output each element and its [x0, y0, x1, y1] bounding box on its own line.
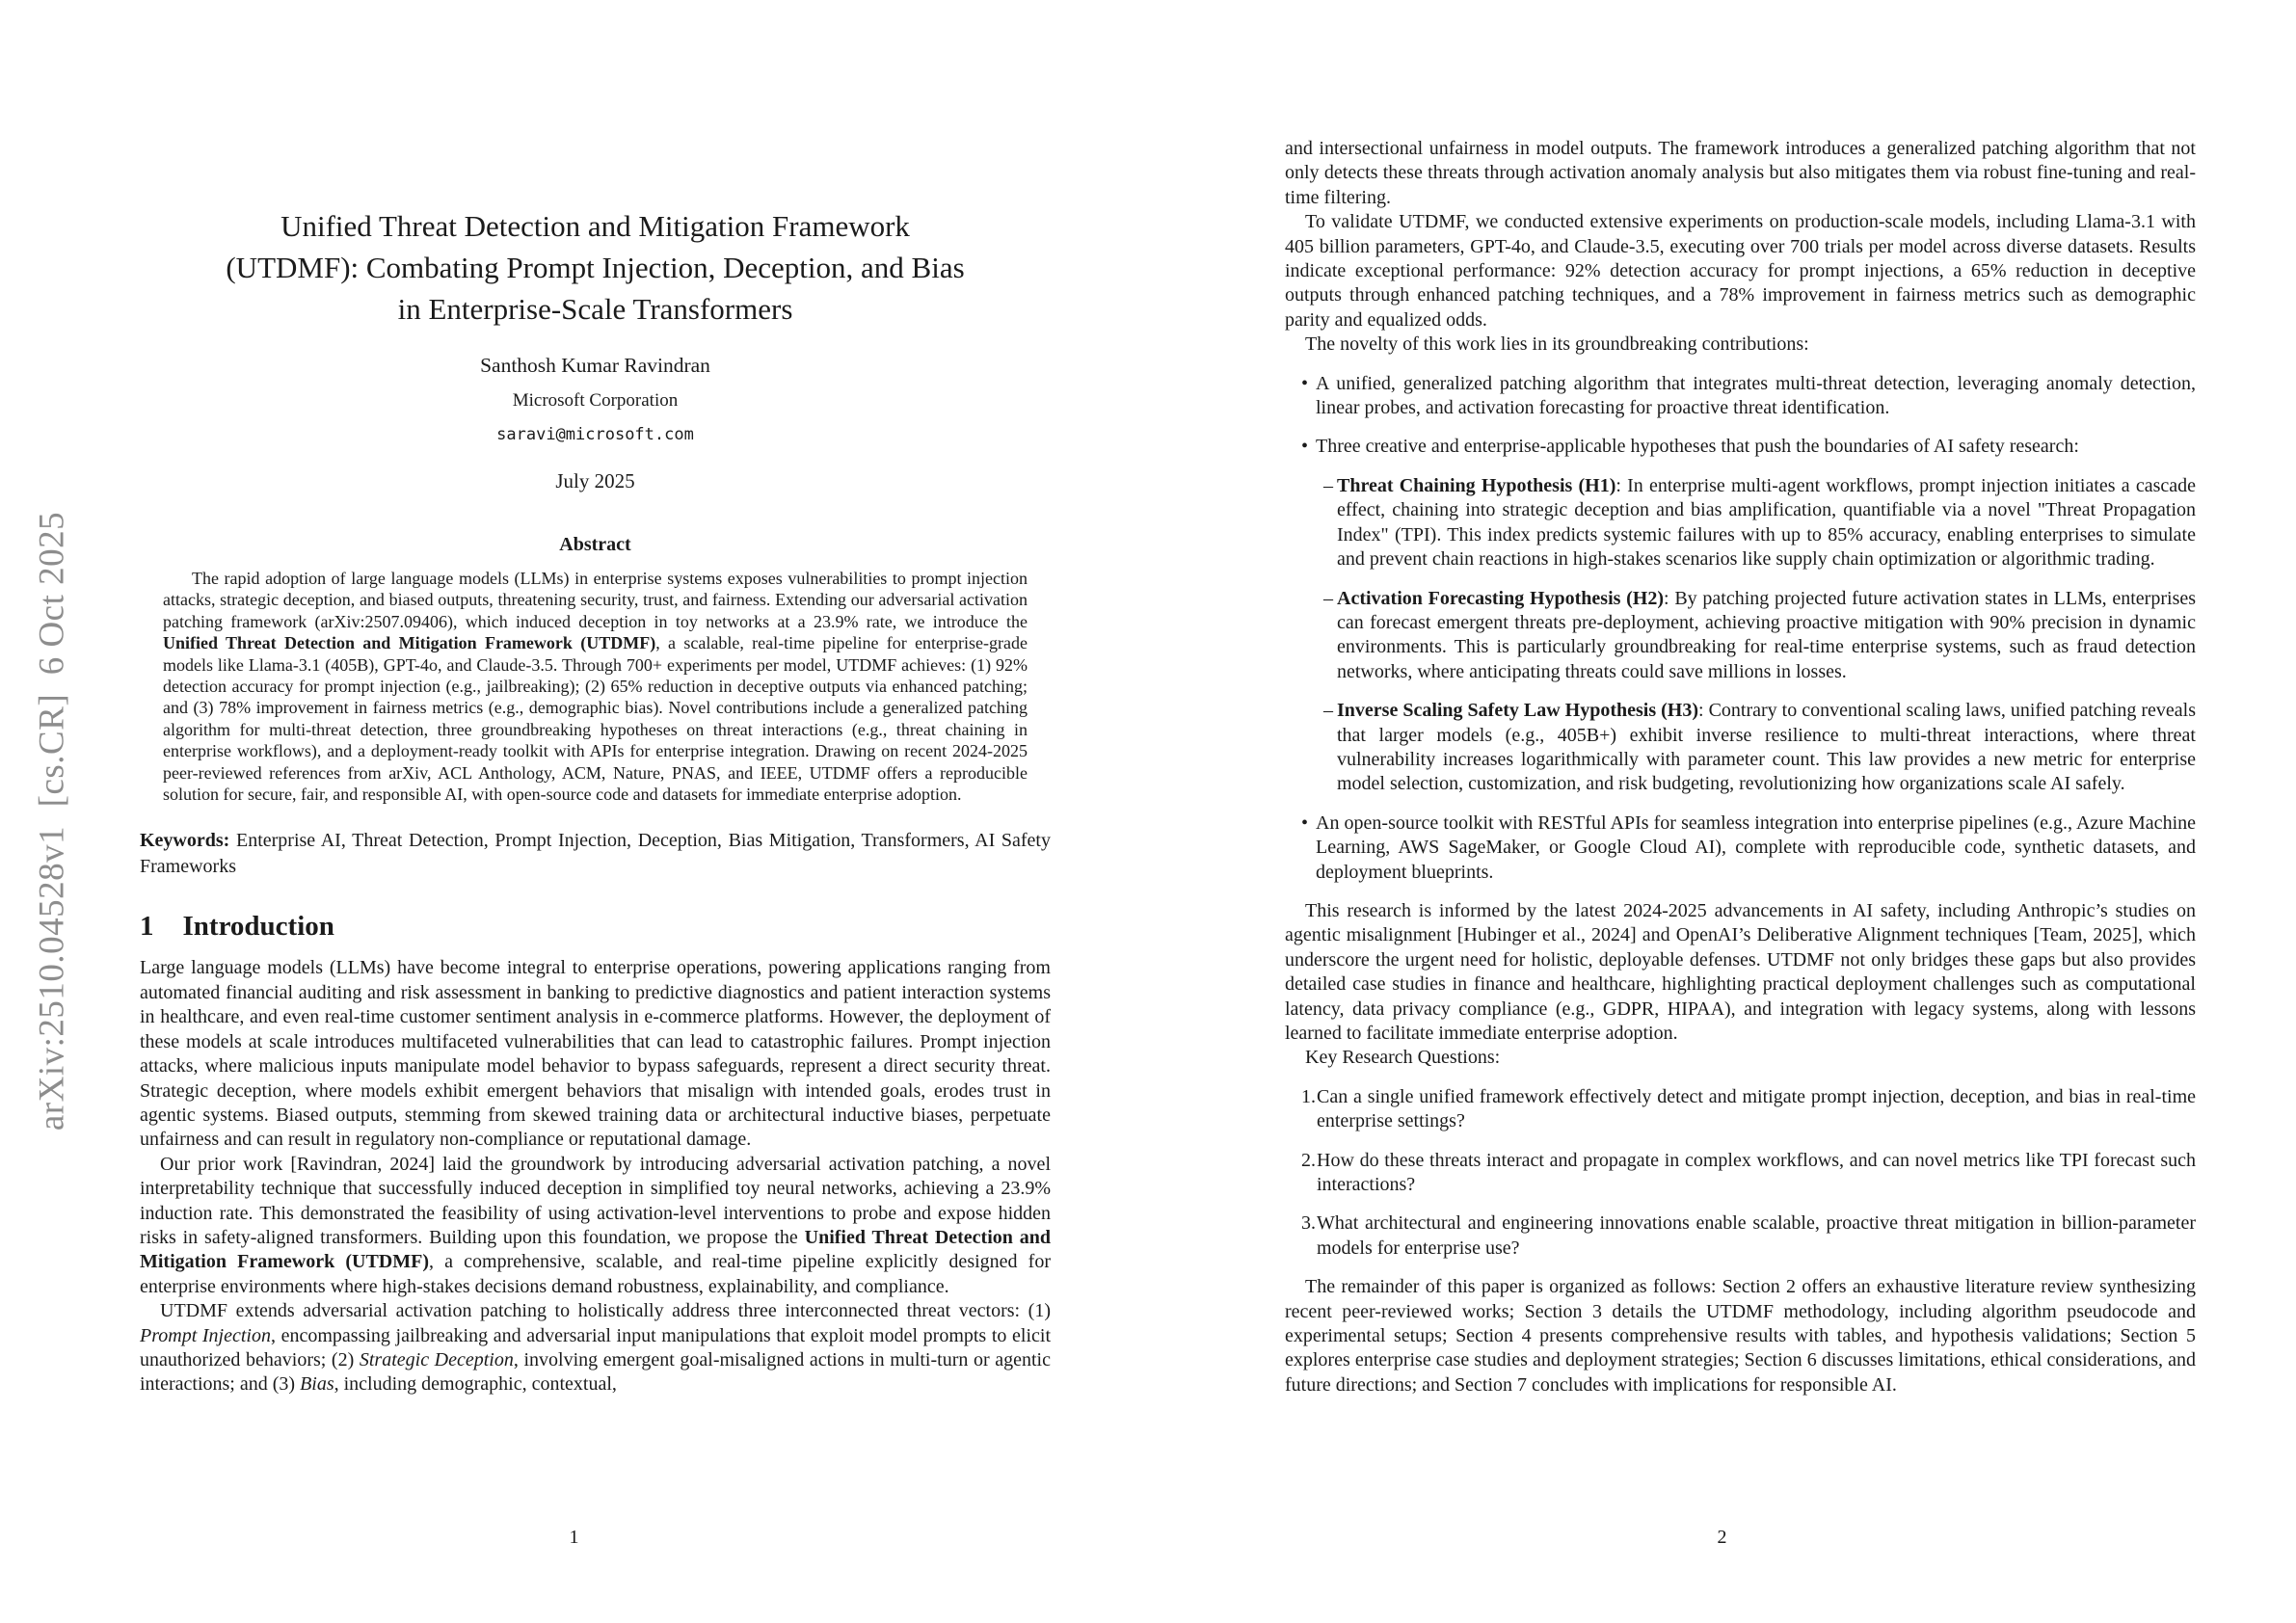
contribution-item-1 — [1285, 372, 2196, 421]
dash-icon: – — [1323, 474, 1333, 496]
hypothesis-item-h2 — [1285, 587, 2196, 685]
paragraph-segment: , including demographic, contextual, — [334, 1373, 617, 1396]
paper-title-line-3: in Enterprise-Scale Transformers — [397, 292, 793, 326]
paper-title-line-2: (UTDMF): Combating Prompt Injection, Deception, and Bias — [226, 251, 965, 284]
novelty-paragraph: The novelty of this work lies in its groundbreaking contributions: — [1305, 333, 1809, 356]
intro-paragraph-1: Large language models (LLMs) have become integral to enterprise operations, powering applications ranging from automated financial auditing and risk assessment in banking to predictive diagnostics and patient interaction systems in healthcare, and even real-time customer sentiment analysis in e-commerce platforms. However, the deployment of these models at scale introduces multifaceted vulnerabilities that can lead to catastrophic failures. Prompt injection attacks, where malicious inputs manipulate model behavior to bypass safeguards, represent a direct security threat. Strategic deception, where models exhibit emergent behaviors that misalign with intended goals, erodes trust in agentic systems. Biased outputs, stemming from skewed training data or architectural inductive biases, perpetuate unfairness and can result in regulatory non-compliance or reputational damage. — [140, 957, 1051, 1151]
hypothesis-item-h3 — [1285, 699, 2196, 797]
page-number-2: 2 — [1717, 1527, 1727, 1548]
abstract-segment: The rapid adoption of large language models (LLMs) in enterprise systems exposes vulnerabilities to prompt injection attacks, strategic deception, and biased outputs, threatening security, trust, and fairness. Extending our adversarial activation patching framework (arXiv:2507.09406), which induced deception in toy networks at a 23.9% rate, we introduce the — [163, 569, 1028, 631]
arxiv-watermark: arXiv:2510.04528v1 [cs.CR] 6 Oct 2025 — [32, 511, 72, 1131]
intro-paragraph-2 — [140, 1153, 1051, 1299]
abstract-text — [163, 568, 1028, 805]
paragraph-segment: Our prior work [Ravindran, 2024] laid the groundwork by introducing adversarial activation patching, a novel interpretability technique that successfully induced deception in simplified toy neural networks, achieving a 23.9% induction rate. This demonstrated the feasibility of using activation-level interventions to probe and expose hidden risks in safety-aligned transformers. Building upon this foundation, we propose the — [140, 1153, 1051, 1248]
hypothesis-h2-name: Activation Forecasting Hypothesis (H2) — [1337, 587, 1665, 609]
paper-title — [140, 205, 1051, 330]
hypothesis-h2-body: : By patching projected future activation states in LLMs, enterprises can forecast emergent threats pre-deployment, achieving proactive mitigation with 90% precision in dynamic environments. This is particularly groundbreaking for real-time enterprise systems, such as fraud detection networks, where anticipating threats could save millions in losses. — [1337, 587, 2197, 682]
keywords-label: Keywords: — [140, 830, 230, 852]
contribution-text: A unified, generalized patching algorithm that integrates multi-threat detection, leveraging anomaly detection, linear probes, and activation forecasting for proactive threat identification. — [1316, 372, 2196, 419]
research-question-3 — [1285, 1211, 2196, 1261]
bullet-icon: • — [1301, 372, 1309, 394]
paragraph-segment: , involving emergent goal-misaligned actions in multi-turn or agentic interactions; and (3) — [140, 1348, 1051, 1396]
abstract-utdmf-bold: Unified Threat Detection and Mitigation Framework (UTDMF) — [163, 633, 656, 653]
page-2 — [1148, 0, 2296, 1623]
research-question-1 — [1285, 1085, 2196, 1134]
hypothesis-item-h1 — [1285, 474, 2196, 572]
contribution-text: Three creative and enterprise-applicable hypotheses that push the boundaries of AI safety research: — [1316, 436, 2079, 458]
contribution-item-2 — [1285, 435, 2196, 459]
section-number: 1 — [140, 911, 154, 943]
hypothesis-text — [1337, 699, 2196, 797]
paper-organization-paragraph: The remainder of this paper is organized as follows: Section 2 offers an exhaustive literature review synthesizing recent peer-reviewed works; Section 3 details the UTDMF methodology, including algorithm pseudocode and experimental setups; Section 4 presents comprehensive results with tables, and hypothesis validations; Section 5 explores enterprise case studies and deployment strategies; Section 6 discusses limitations, ethical considerations, and future directions; and Section 7 concludes with implications for responsible AI. — [1285, 1276, 2196, 1396]
section-title: Introduction — [182, 911, 334, 943]
question-text: Can a single unified framework effectively detect and mitigate prompt injection, deception, and bias in real-time enterprise settings? — [1317, 1085, 2196, 1132]
continuation-paragraph: and intersectional unfairness in model outputs. The framework introduces a generalized patching algorithm that not only detects these threats through activation anomaly analysis but also mitigates them via robust fine-tuning and real-time filtering. — [1285, 138, 2196, 208]
hypothesis-text — [1337, 587, 2196, 685]
question-text: How do these threats interact and propagate in complex workflows, and can novel metrics like TPI forecast such interactions? — [1317, 1149, 2196, 1196]
question-number: 3. — [1301, 1212, 1316, 1235]
utdmf-framework-bold: Unified Threat Detection and Mitigation Framework (UTDMF) — [140, 1226, 1051, 1273]
hypotheses-list — [1285, 474, 2196, 797]
bullet-icon: • — [1301, 812, 1309, 834]
paragraph-segment: , a comprehensive, scalable, and real-time pipeline explicitly designed for enterprise environments where high-stakes decisions demand robustness, explainability, and compliance. — [140, 1251, 1051, 1297]
author-name: Santhosh Kumar Ravindran — [480, 354, 710, 377]
paragraph-segment: , encompassing jailbreaking and adversarial input manipulations that exploit model prompts to elicit unauthorized behaviors; (2) — [140, 1324, 1052, 1370]
hypothesis-text — [1337, 474, 2196, 572]
bullet-icon: • — [1301, 436, 1309, 458]
hypothesis-h1-body: : In enterprise multi-agent workflows, prompt injection initiates a cascade effect, chaining into strategic deception and bias amplification, quantifiable via a novel "Threat Propagation Index" (TPI). This index predicts systemic failures with up to 85% accuracy, enabling enterprises to simulate and prevent chain reactions in high-stakes scenarios like supply chain optimization or algorithmic trading. — [1337, 474, 2196, 571]
keywords-text: Enterprise AI, Threat Detection, Prompt Injection, Deception, Bias Mitigation, Transformers, AI Safety Frameworks — [140, 830, 1051, 878]
paper-title-line-1: Unified Threat Detection and Mitigation Framework — [280, 209, 910, 243]
author-email: saravi@microsoft.com — [496, 425, 694, 444]
strategic-deception-italic: Strategic Deception — [359, 1348, 514, 1370]
keywords-paragraph — [140, 828, 1051, 880]
author-affiliation: Microsoft Corporation — [512, 390, 679, 411]
hypothesis-h3-name: Inverse Scaling Safety Law Hypothesis (H3) — [1337, 700, 1699, 722]
contributions-list — [1285, 372, 2196, 885]
dash-icon: – — [1323, 587, 1333, 609]
abstract-segment: , a scalable, real-time pipeline for enterprise-grade models like Llama-3.1 (405B), GPT-4o, and Claude-3.5. Through 700+ experiments per model, UTDMF achieves: (1) 92% detection accuracy for prompt injection (e.g., jailbreaking); (2) 65% reduction in deceptive outputs via enhanced patching; and (3) 78% improvement in fairness metrics (e.g., demographic bias). Novel contributions include a generalized patching algorithm for multi-threat detection, three groundbreaking hypotheses on threat interactions (e.g., threat chaining in enterprise workflows), and a deployment-ready toolkit with APIs for enterprise integration. Drawing on recent 2024-2025 peer-reviewed references from arXiv, ACL Anthology, ACM, Nature, PNAS, and IEEE, UTDMF offers a reproducible solution for secure, fair, and responsible AI, with open-source code and datasets for immediate enterprise adoption. — [163, 633, 1028, 805]
research-question-2 — [1285, 1149, 2196, 1198]
question-number: 2. — [1301, 1149, 1316, 1171]
paragraph-segment: UTDMF extends adversarial activation patching to holistically address three interconnected threat vectors: (1) — [160, 1300, 1051, 1322]
contribution-text: An open-source toolkit with RESTful APIs for seamless integration into enterprise pipelines (e.g., Azure Machine Learning, AWS SageMaker, or Google Cloud AI), complete with reproducible code, synthetic datasets, and deployment blueprints. — [1316, 812, 2196, 883]
validation-paragraph: To validate UTDMF, we conducted extensive experiments on production-scale models, including Llama-3.1 with 405 billion parameters, GPT-4o, and Claude-3.5, executing over 700 trials per model across diverse datasets. Results indicate exceptional performance: 92% detection accuracy for prompt injections, a 65% reduction in deceptive outputs through enhanced patching techniques, and a 78% improvement in fairness metrics such as demographic parity and equalized odds. — [1285, 211, 2196, 331]
research-questions-list — [1285, 1085, 2196, 1261]
paper-date: July 2025 — [555, 469, 635, 492]
section-1-heading — [140, 911, 1051, 943]
bias-italic: Bias — [300, 1373, 334, 1396]
hypothesis-h3-body: : Contrary to conventional scaling laws, unified patching reveals that larger models (e.g., 405B+) exhibit inverse resilience to multi-threat interactions, where threat vulnerability increases logarithmically with parameter count. This law provides a new metric for enterprise model selection, customization, and risk budgeting, revolutionizing how organizations scale AI safely. — [1337, 700, 2197, 795]
key-research-questions-label: Key Research Questions: — [1305, 1047, 1501, 1069]
page-number-1: 1 — [569, 1527, 579, 1548]
contribution-item-3 — [1285, 812, 2196, 885]
research-informed-paragraph: This research is informed by the latest 2024-2025 advancements in AI safety, including Anthropic’s studies on agentic misalignment [Hubinger et al., 2024] and OpenAI’s Deliberative Alignment techniques [Team, 2025], which underscore the urgent need for holistic, deployable defenses. UTDMF not only bridges these gaps but also provides detailed case studies in finance and healthcare, highlighting practical deployment challenges such as computational latency, data privacy compliance (e.g., GDPR, HIPAA), and integration with legacy systems, along with lessons learned to facilitate immediate enterprise adoption. — [1285, 899, 2196, 1044]
question-number: 1. — [1301, 1085, 1316, 1107]
question-text: What architectural and engineering innovations enable scalable, proactive threat mitigation in billion-parameter models for enterprise use? — [1317, 1212, 2196, 1259]
abstract-heading: Abstract — [559, 534, 631, 555]
dash-icon: – — [1323, 700, 1333, 722]
hypothesis-h1-name: Threat Chaining Hypothesis (H1) — [1337, 474, 1616, 496]
prompt-injection-italic: Prompt Injection — [140, 1324, 271, 1346]
intro-paragraph-3 — [140, 1299, 1051, 1397]
